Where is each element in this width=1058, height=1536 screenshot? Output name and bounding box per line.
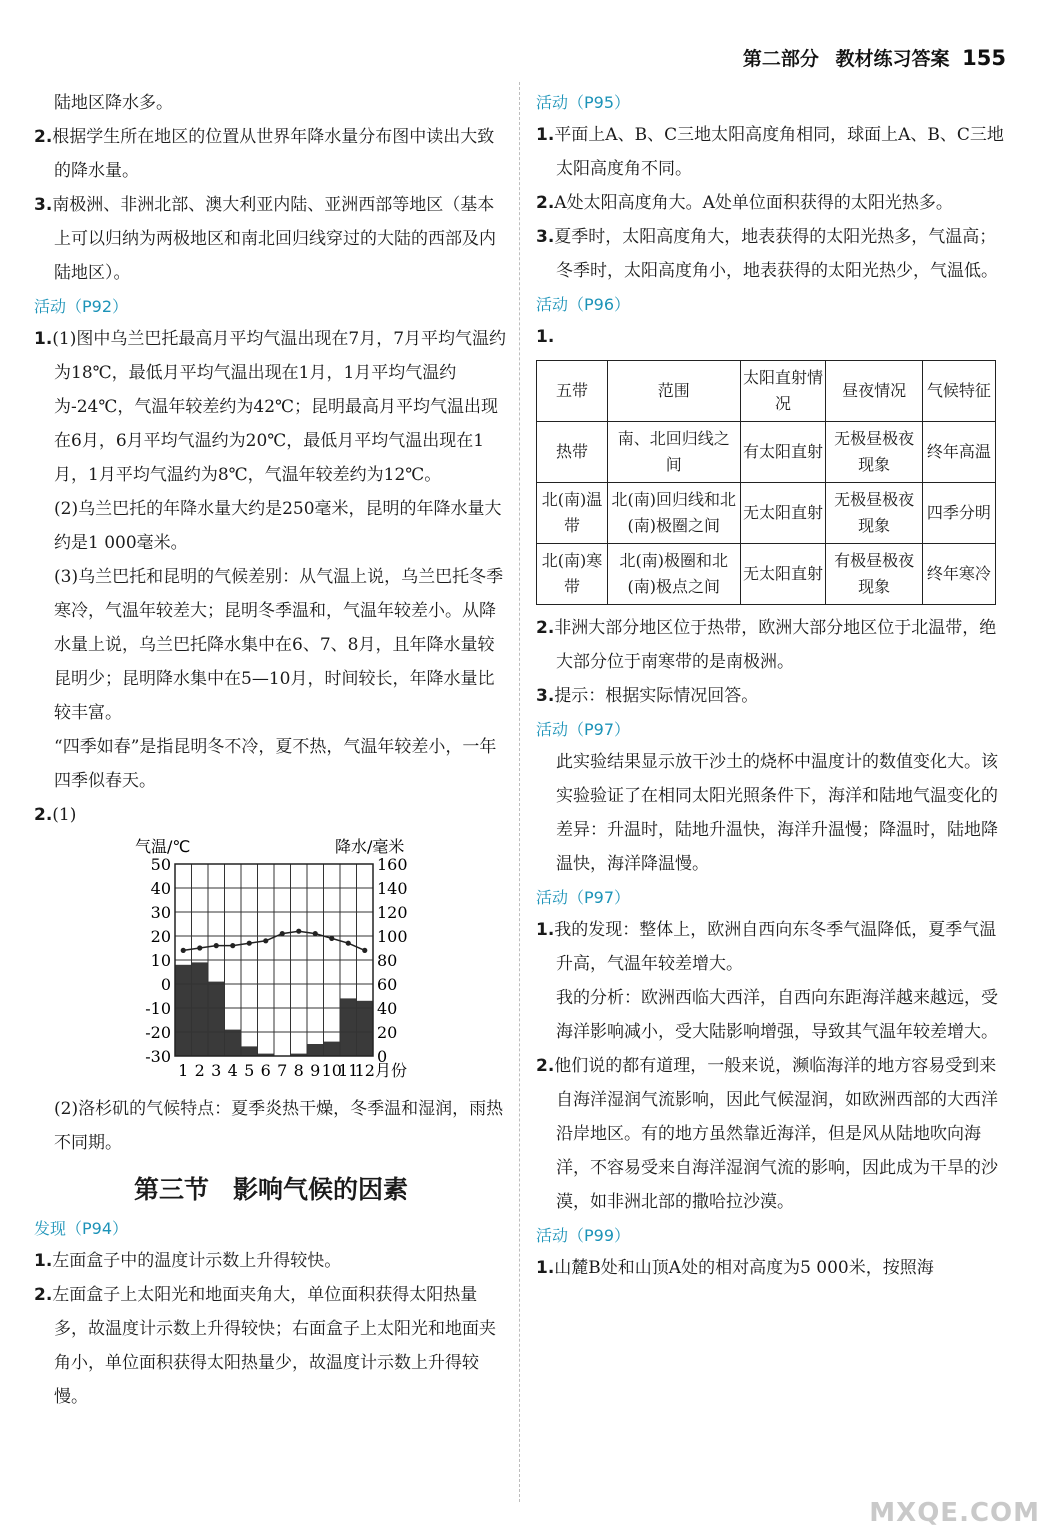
right-column [536,86,1006,1285]
y-right-tick-label: 140 [377,879,408,898]
answer-p97a: 此实验结果显示放干沙土的烧杯中温度计的数值变化大。该实验验证了在相同太阳光照条件下，海洋和陆地气温变化的差异：升温时，陆地升温快，海洋升温慢；降温时，陆地降温快，海洋降温慢。 [556,752,998,874]
activity-heading-p92: 活动（P92） [34,297,129,316]
y-left-axis-label: 气温/℃ [135,837,191,856]
table-header-cell: 昼夜情况 [826,361,922,422]
table-cell: 热带 [537,422,608,483]
table-cell: 有太阳直射 [740,422,826,483]
answer-p92-1-4: “四季如春”是指昆明冬不冷，夏不热，气温年较差小，一年四季似春天。 [54,737,497,791]
x-tick-label: 12 [354,1061,375,1080]
activity-heading-p95: 活动（P95） [536,93,631,112]
list-item: 2.A处太阳高度角大。A处单位面积获得的太阳光热多。 [536,193,953,213]
table-header-cell: 太阳直射情况 [740,361,826,422]
precipitation-bar [340,998,357,1056]
x-tick-label: 4 [227,1061,238,1080]
y-right-tick-label: 160 [377,855,408,874]
temperature-point [197,945,202,950]
x-tick-label: 6 [260,1061,271,1080]
answer-p99-1: 1.山麓B处和山顶A处的相对高度为5 000米，按照海 [536,1258,934,1278]
precipitation-bar [307,1044,324,1056]
y-right-tick-label: 40 [377,999,398,1018]
table-cell: 无极昼极夜现象 [826,483,922,544]
activity-heading-p97a: 活动（P97） [536,720,631,739]
y-left-tick-label: 20 [150,927,171,946]
five-zones-table [536,360,996,605]
activity-heading-p97b: 活动（P97） [536,888,631,907]
table-header-cell: 气候特征 [922,361,995,422]
section-title [34,1168,508,1212]
answer-p92-1-3: (3)乌兰巴托和昆明的气候差别：从气温上说，乌兰巴托冬季寒冷，气温年较差大；昆明冬季温和，气温年较差小。从降水量上说，乌兰巴托降水集中在6、7、8月，且年降水量较昆明少；昆明降水集中在5—10月，时间较长，年降水量比较丰富。 [54,567,504,723]
header-title: 教材练习答案 [835,48,950,70]
y-left-tick-label: -20 [145,1023,171,1042]
list-item: 1.左面盒子中的温度计示数上升得较快。 [34,1251,342,1271]
answer-p92-1-2: (2)乌兰巴托的年降水量大约是250毫米，昆明的年降水量大约是1 000毫米。 [54,499,502,553]
table-cell: 北(南)回归线和北(南)极圈之间 [608,483,741,544]
x-axis-unit-label: 月份 [375,1061,408,1080]
table-header-row [537,361,996,422]
x-tick-label: 9 [310,1061,321,1080]
temperature-point [346,941,351,946]
activity-heading-p96: 活动（P96） [536,295,631,314]
table-cell: 无太阳直射 [740,483,826,544]
section-name: 影响气候的因素 [233,1175,409,1204]
temperature-point [214,943,219,948]
list-item: 2.非洲大部分地区位于热带，欧洲大部分地区位于北温带，绝大部分位于南寒带的是南极洲。 [536,618,997,672]
temperature-point [313,931,318,936]
precipitation-bar [324,1042,341,1056]
table-row [537,544,996,605]
table-header-cell: 范围 [608,361,741,422]
list-item: 3.夏季时，太阳高度角大，地表获得的太阳光热多，气温高；冬季时，太阳高度角小，地表获得的太阳光热少，气温低。 [536,227,998,281]
table-cell: 终年高温 [922,422,995,483]
y-right-tick-label: 80 [377,951,398,970]
y-right-axis-label: 降水/毫米 [335,837,405,856]
y-left-tick-label: 30 [150,903,171,922]
y-left-tick-label: 0 [160,975,171,994]
precipitation-bar [357,1001,374,1056]
table-cell: 有极昼极夜现象 [826,544,922,605]
section-number: 第三节 [133,1175,209,1204]
x-tick-label: 10 [321,1061,342,1080]
page-header [743,44,1006,71]
temperature-point [230,943,235,948]
precipitation-bar [225,1030,242,1056]
temperature-point [247,941,252,946]
y-left-tick-label: 40 [150,879,171,898]
column-divider [519,82,520,1502]
x-tick-label: 11 [338,1061,359,1080]
climate-chart-svg [80,832,500,1092]
answer-p97b-1-analysis: 我的分析：欧洲西临大西洋，自西向东距海洋越来越远，受海洋影响减小，受大陆影响增强，导致其气温年较差增大。 [556,988,998,1042]
precipitation-bar [175,965,192,1056]
x-tick-label: 3 [211,1061,222,1080]
temperature-point [280,931,285,936]
y-left-tick-label: 50 [150,855,171,874]
y-right-tick-label: 100 [377,927,408,946]
precipitation-bar [208,982,225,1056]
answer-p92-1: 1.(1)图中乌兰巴托最高月平均气温出现在7月，7月平均气温约为18℃，最低月平均气温出现在1月，1月平均气温约为-24℃，气温年较差约为42℃；昆明最高月平均气温出现在6月，6月平均气温约为20℃，最低月平均气温出现在1月，1月平均气温约为8℃，气温年较差约为12℃。 [34,329,507,485]
answer-p97b-2: 2.他们说的都有道理，一般来说，濒临海洋的地方容易受到来自海洋湿润气流影响，因此气候湿润，如欧洲西部的大西洋沿岸地区。有的地方虽然靠近海洋，但是风从陆地吹向海洋，不容易受来自海洋湿润气流的影响，因此成为干旱的沙漠，如非洲北部的撒哈拉沙漠。 [536,1056,998,1212]
list-item: 2.根据学生所在地区的位置从世界年降水量分布图中读出大致的降水量。 [34,127,495,181]
table-cell: 终年寒冷 [922,544,995,605]
y-right-tick-label: 120 [377,903,408,922]
activity-heading-p99: 活动（P99） [536,1226,631,1245]
table-cell: 北(南)温带 [537,483,608,544]
table-row [537,483,996,544]
table-cell: 四季分明 [922,483,995,544]
table-cell: 北(南)寒带 [537,544,608,605]
table-header-cell: 五带 [537,361,608,422]
table-cell: 无太阳直射 [740,544,826,605]
precipitation-bar [241,1046,258,1056]
y-right-tick-label: 0 [377,1047,388,1066]
temperature-point [362,948,367,953]
answer-p96-1: 1. [536,327,555,347]
list-item: 2.左面盒子上太阳光和地面夹角大，单位面积获得太阳热量多，故温度计示数上升得较快；右面盒子上太阳光和地面夹角小，单位面积获得太阳热量少，故温度计示数上升得较慢。 [34,1285,496,1407]
page-number: 155 [962,46,1006,70]
x-tick-label: 5 [244,1061,255,1080]
temperature-point [296,929,301,934]
table-cell: 无极昼极夜现象 [826,422,922,483]
y-left-tick-label: -10 [145,999,171,1018]
activity-heading-p94: 发现（P94） [34,1219,129,1238]
x-tick-label: 1 [178,1061,189,1080]
intro-text: 陆地区降水多。 [54,93,173,113]
table-row [537,422,996,483]
x-tick-label: 7 [277,1061,288,1080]
precipitation-bar [192,962,209,1056]
watermark-logo: MXQE.COM [869,1498,1040,1528]
y-left-tick-label: 10 [150,951,171,970]
temperature-point [263,938,268,943]
x-tick-label: 8 [293,1061,304,1080]
list-item: 3.南极洲、非洲北部、澳大利亚内陆、亚洲西部等地区（基本上可以归纳为两极地区和南北回归线穿过的大陆的西部及内陆地区）。 [34,195,496,283]
left-column [34,86,508,1414]
y-right-tick-label: 20 [377,1023,398,1042]
part-label: 第二部分 [742,48,819,70]
list-item: 1.平面上A、B、C三地太阳高度角相同，球面上A、B、C三地太阳高度角不同。 [536,125,1004,179]
y-right-tick-label: 60 [377,975,398,994]
y-left-tick-label: -30 [145,1047,171,1066]
x-tick-label: 2 [194,1061,205,1080]
answer-p92-2: 2.(1) [34,805,77,825]
temperature-point [181,948,186,953]
answer-p92-2-2: (2)洛杉矶的气候特点：夏季炎热干燥，冬季温和湿润，雨热不同期。 [54,1099,504,1153]
table-cell: 北(南)极圈和北(南)极点之间 [608,544,741,605]
answer-p97b-1: 1.我的发现：整体上，欧洲自西向东冬季气温降低，夏季气温升高，气温年较差增大。 [536,920,997,974]
table-cell: 南、北回归线之间 [608,422,741,483]
climate-chart [80,832,508,1092]
temperature-point [329,936,334,941]
list-item: 3.提示：根据实际情况回答。 [536,686,759,706]
